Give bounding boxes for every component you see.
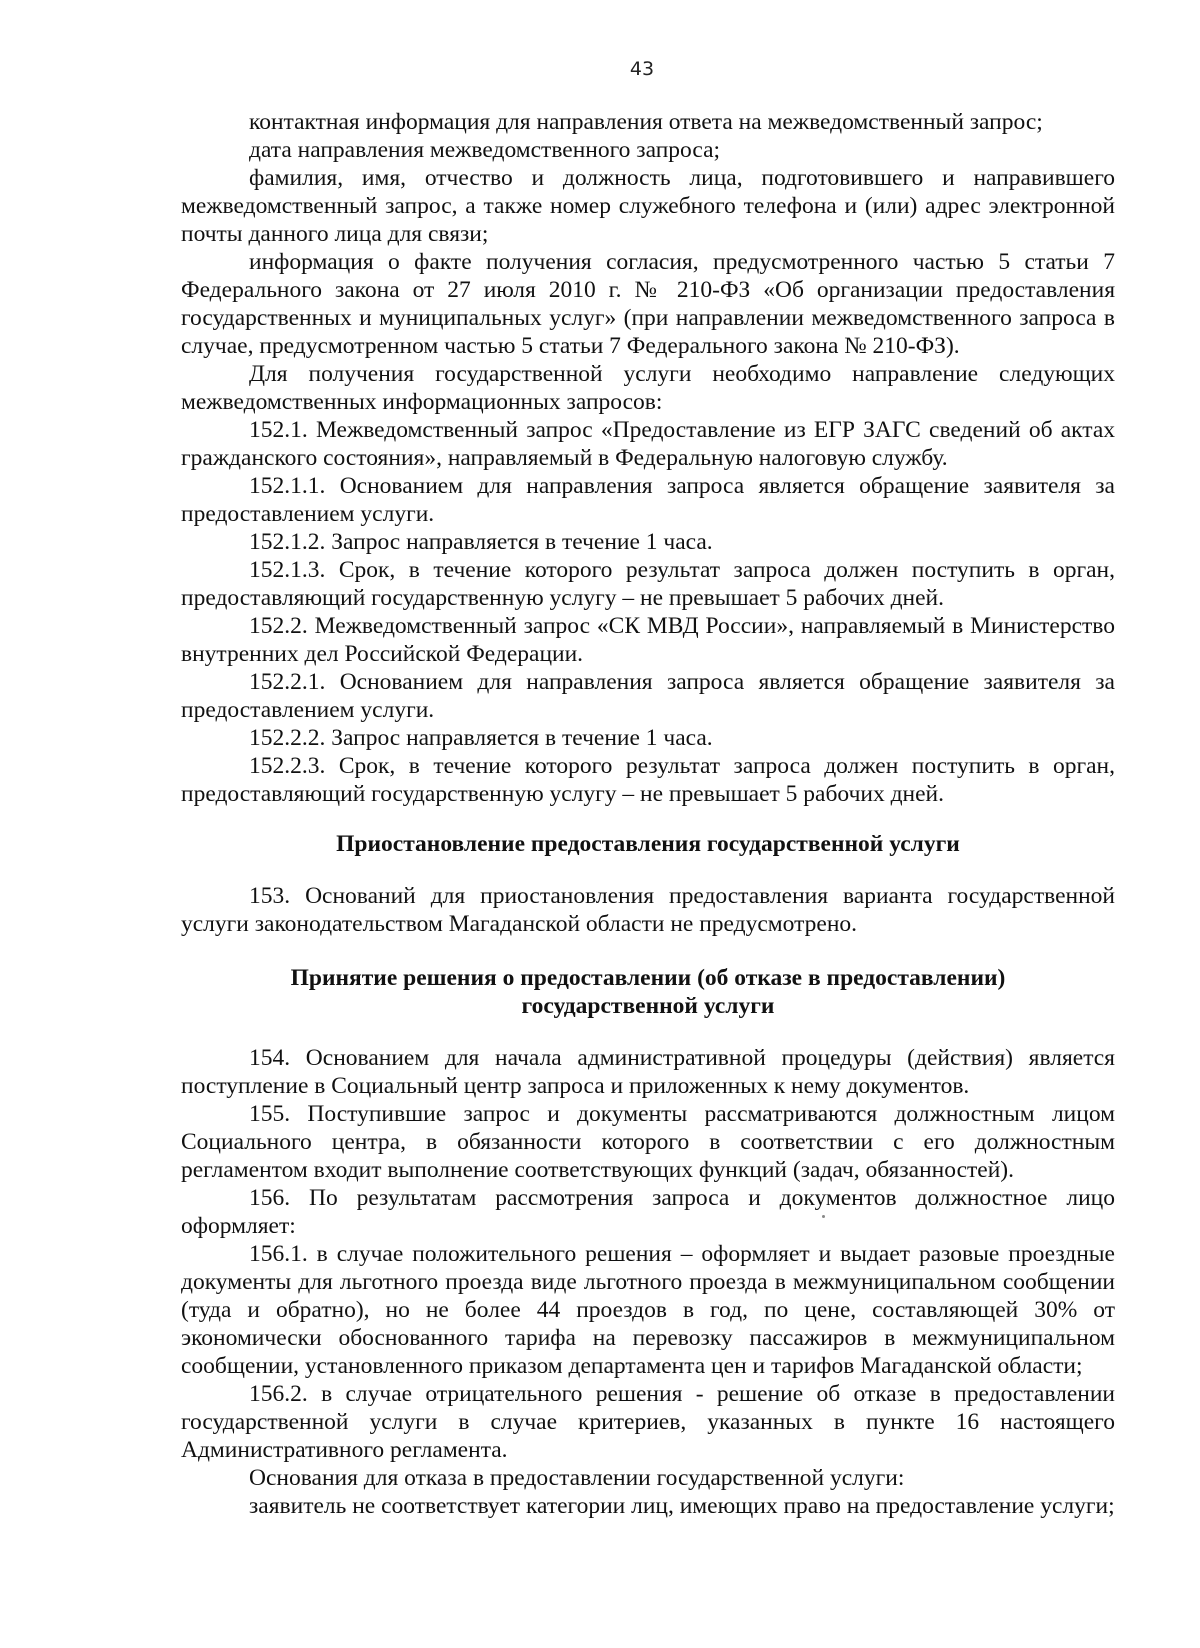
paragraph-156-2: 156.2. в случае отрицательного решения - решение об отказе в предоставлении государственной услуги в случае критериев, указанных в пункте 16 настоящего Административного регламента. (181, 1381, 1115, 1463)
paragraph-152-2-1: 152.2.1. Основанием для направления запроса является обращение заявителя за предоставлением услуги. (181, 669, 1115, 723)
paragraph-156: 156. По результатам рассмотрения запроса и документов должностное лицо оформляет: (181, 1185, 1115, 1239)
paragraph-154: 154. Основанием для начала административной процедуры (действия) является поступление в Социальный центр запроса и приложенных к нему документов. (181, 1045, 1115, 1099)
section-heading-decision (181, 964, 1115, 1020)
paragraph-156-1: 156.1. в случае положительного решения – оформляет и выдает разовые проездные документы для льготного проезда виде льготного проезда в межмуниципальном сообщении (туда и обратно), но не более 44 проездов в год, по цене, составляющей 30% от экономически обоснованного тарифа на перевозку пассажиров в межмуниципальном сообщении, установленного приказом департамента цен и тарифов Магаданской области; (181, 1241, 1115, 1379)
scan-speck (822, 1215, 825, 1218)
section-heading-decision-line2: государственной услуги (521, 993, 775, 1019)
paragraph-152-2: 152.2. Межведомственный запрос «СК МВД России», направляемый в Министерство внутренних дел Российской Федерации. (181, 613, 1115, 667)
paragraph-152-1: 152.1. Межведомственный запрос «Предоставление из ЕГР ЗАГС сведений об актах гражданского состояния», направляемый в Федеральную налоговую службу. (181, 417, 1115, 471)
paragraph-155: 155. Поступившие запрос и документы рассматриваются должностным лицом Социального центра, в обязанности которого в соответствии с его должностным регламентом входит выполнение соответствующих функций (задач, обязанностей). (181, 1101, 1115, 1183)
document-body (181, 108, 1115, 1520)
paragraph-refusal-grounds: Основания для отказа в предоставлении государственной услуги: (249, 1465, 905, 1491)
paragraph-officer-details: фамилия, имя, отчество и должность лица, подготовившего и направившего межведомственный запрос, а также номер служебного телефона и (или) адрес электронной почты данного лица для связи; (181, 165, 1115, 247)
paragraph-refusal-category: заявитель не соответствует категории лиц, имеющих право на предоставление услуги; (249, 1493, 1115, 1519)
paragraph-153: 153. Оснований для приостановления предоставления варианта государственной услуги законодательством Магаданской области не предусмотрено. (181, 883, 1115, 937)
paragraph-152-1-3: 152.1.3. Срок, в течение которого результат запроса должен поступить в орган, предоставляющий государственную услугу – не превышает 5 рабочих дней. (181, 557, 1115, 611)
paragraph-152-2-3: 152.2.3. Срок, в течение которого результат запроса должен поступить в орган, предоставляющий государственную услугу – не превышает 5 рабочих дней. (181, 753, 1115, 807)
section-heading-suspension: Приостановление предоставления государственной услуги (336, 831, 960, 857)
paragraph-request-date: дата направления межведомственного запроса; (249, 137, 721, 163)
paragraph-152-1-1: 152.1.1. Основанием для направления запроса является обращение заявителя за предоставлением услуги. (181, 473, 1115, 527)
page-number: 43 (629, 58, 655, 80)
paragraph-152-1-2: 152.1.2. Запрос направляется в течение 1 часа. (249, 529, 713, 555)
paragraph-requests-intro: Для получения государственной услуги необходимо направление следующих межведомственных информационных запросов: (181, 361, 1115, 415)
paragraph-consent-info: информация о факте получения согласия, предусмотренного частью 5 статьи 7 Федерального закона от 27 июля 2010 г. № 210-ФЗ «Об организации предоставления государственных и муниципальных услуг» (при направлении межведомственного запроса в случае, предусмотренном частью 5 статьи 7 Федерального закона № 210-ФЗ). (181, 249, 1115, 359)
paragraph-152-2-2: 152.2.2. Запрос направляется в течение 1 часа. (249, 725, 713, 751)
section-heading-decision-line1: Принятие решения о предоставлении (об отказе в предоставлении) (290, 965, 1006, 991)
paragraph-contact-info: контактная информация для направления ответа на межведомственный запрос; (249, 109, 1043, 135)
